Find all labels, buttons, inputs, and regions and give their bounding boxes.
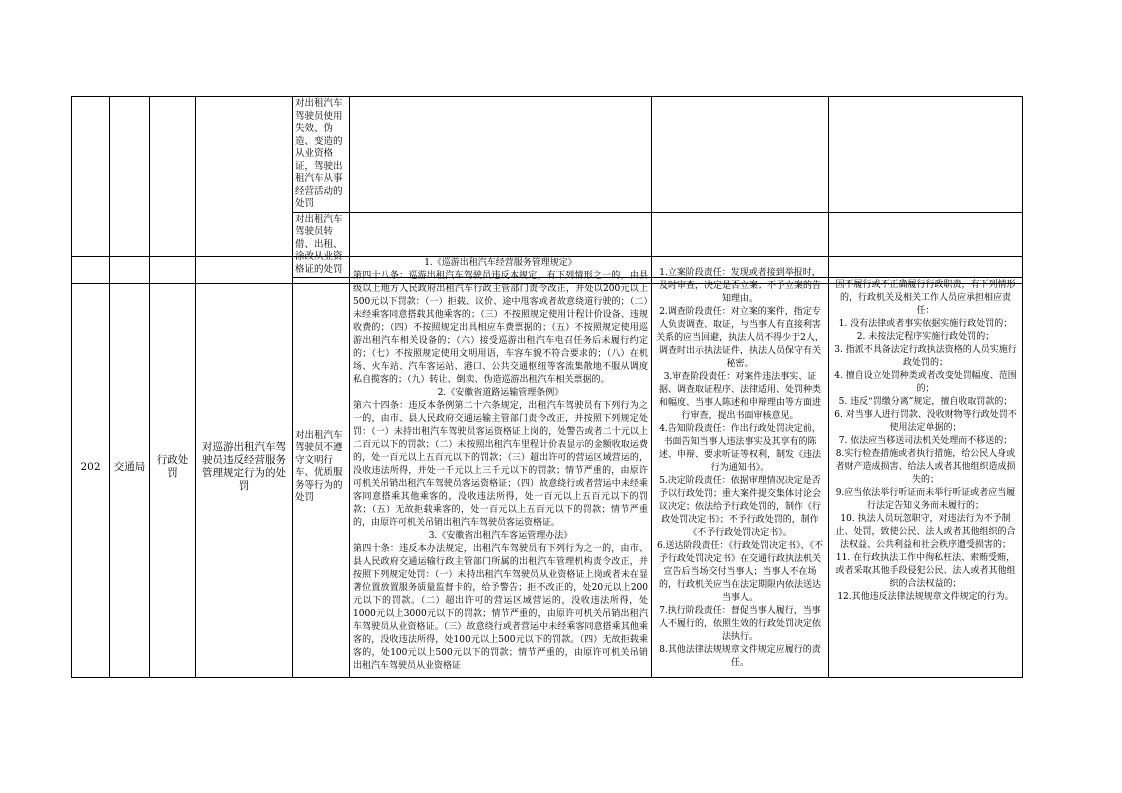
list-item: 5. 违反“罚缴分离”规定，擅自收取罚款的；: [838, 397, 1013, 407]
sub-item-cell: 对出租汽车驾驶员转借、出租、涂改从业资格证的处罚: [293, 212, 350, 278]
accountability-cell: [829, 97, 1023, 213]
sub-item-cell: 对出租汽车驾驶员不遵守文明行车、优质服务等行为的处罚: [293, 257, 350, 678]
accountability-cell: [829, 257, 1023, 678]
basis-cell: [350, 97, 652, 213]
power-list-table-main: [71, 256, 1023, 678]
number-cell: 202: [72, 257, 110, 678]
list-item: 7. 依法应当移送司法机关处理而不移送的；: [838, 436, 1013, 446]
category-cell: 行政处罚: [150, 257, 196, 678]
list-item: 8.实行检查措施或者执行措施，给公民人身或者财产造成损害、给法人或者其他组织造成损失的；: [835, 449, 1016, 485]
list-item: 8.其他法律法规规章文件规定应履行的责任。: [659, 645, 821, 668]
list-item: 6.送达阶段责任：《行政处罚决定书》、《不予行政处罚决定书》在交通行政执法机关宣告后当场交付当事人；当事人不在场的，行政机关应当在法定期限内依法送达当事人。: [656, 541, 824, 603]
list-item: 3. 指派不具备法定行政执法资格的人员实施行政处罚的；: [834, 345, 1017, 368]
list-item: 因不履行或不正确履行行政职责，有下列情形的，行政机关及相关工作人员应承担相应责任：: [835, 280, 1016, 316]
responsibility-cell: [652, 257, 829, 678]
list-item: 6. 对当事人进行罚款、没收财物等行政处罚不使用法定单据的；: [834, 410, 1017, 433]
table-row: [72, 257, 1023, 678]
list-item: 7.执行阶段责任：督促当事人履行，当事人不履行的，依照生效的行政处罚决定依法执行。: [658, 606, 821, 642]
basis-paragraph: 第六十四条：违反本条例第二十六条规定，出租汽车驾驶员有下列行为之一的，由市、县人民政府交通运输主管部门责令改正，并按照下列规定处罚：（一）未持出租汽车驾驶员客运资格证上岗的，处警告或者二十元以上二百元以下的罚款；（二）未按照出租汽车里程计价表显示的金额收取运费的，处一百元以上五百元以下的罚款；（三）超出许可的营运区域营运的，没收违法所得，并处一千元以上三千元以下的罚款；情节严重的，由原许可机关吊销出租汽车驾驶员客运资格证；（四）故意绕行或者营运中未经乘客同意搭乘其他乘客的，没收违法所得，处一百元以上五百元以下的罚款；（五）无故拒载乘客的，处一百元以上五百元以下的罚款；情节严重的，由原许可机关吊销出租汽车驾驶员客运资格证。: [353, 401, 648, 528]
list-item: 4.告知阶段责任：作出行政处罚决定前，书面告知当事人违法事实及其享有的陈述、申辩、要求听证等权利，制发《违法行为通知书》。: [658, 424, 821, 473]
table-row: [72, 97, 1023, 213]
list-item: 2.调查阶段责任：对立案的案件，指定专人负责调查、取证，与当事人有直接利害关系的应当回避，执法人员不得少于2人，调查时出示执法证件，执法人员保守有关秘密。: [656, 307, 824, 369]
responsibility-cell: [652, 97, 829, 213]
department-cell: 交通局: [110, 257, 150, 678]
list-item: 5.决定阶段责任：依据审理情况决定是否予以行政处罚；重大案件提交集体讨论会议决定；依法给予行政处罚的，制作《行政处罚决定书》；不予行政处罚的，制作《不予行政处罚决定书》。: [658, 476, 821, 538]
list-item: 9.应当依法举行听证而未举行听证或者应当履行法定告知义务而未履行的；: [835, 488, 1016, 511]
list-item: 3.审查阶段责任：对案件违法事实、证据、调查取证程序、法律适用、处罚种类和幅度、当事人陈述和申辩理由等方面进行审查，提出书面审核意见。: [658, 372, 821, 421]
list-item: 11. 在行政执法工作中徇私枉法、索贿受贿，或者采取其他手段侵犯公民、法人或者其他组织的合法权益的；: [835, 553, 1016, 589]
list-item: 12.其他违反法律法规规章文件规定的行为。: [837, 592, 1014, 602]
item-name-cell: 对巡游出租汽车驾驶员违反经营服务管理规定行为的处罚: [196, 257, 293, 678]
list-item: 4. 擅自设立处罚种类或者改变处罚幅度、范围的；: [834, 371, 1017, 394]
list-item: 10. 执法人员玩忽职守，对违法行为不予制止、处罚，致使公民、法人或者其他组织的合法权益、公共利益和社会秩序遭受损害的；: [835, 514, 1016, 550]
basis-paragraph: 第四十八条：巡游出租汽车驾驶员违反本规定，有下列情形之一的，由县级以上地方人民政府出租汽车行政主管部门责令改正，并处以200元以上500元以下罚款：（一）拒载、议价、途中甩客或者故意绕道行驶的；（二）未经乘客同意搭载其他乘客的；（三）不按照规定使用计程计价设备、违规收费的；（四）不按照规定出具相应车费票据的；（五）不按照规定使用巡游出租汽车相关设备的；（六）接受巡游出租汽车电召任务后未履行约定的；（七）不按照规定使用文明用语，车容车貌不符合要求的；（八）在机场、火车站、汽车客运站、港口、公共交通枢纽等客流集散地不服从调度私自揽客的；（九）转让、倒卖、伪造巡游出租汽车相关票据的。: [353, 271, 648, 385]
list-item: 1.立案阶段责任：发现或者接到举报时，及时审查，决定是否立案；不予立案的告知理由。: [658, 268, 821, 304]
basis-cell: [350, 257, 652, 678]
list-item: 2. 未按法定程序实施行政处罚的；: [856, 332, 995, 342]
basis-heading: 1.《巡游出租汽车经营服务管理规定》: [424, 258, 577, 268]
list-item: 1. 没有法律或者事实依据实施行政处罚的；: [838, 319, 1013, 329]
basis-heading: 3.《安徽省出租汽车客运管理办法》: [428, 531, 573, 541]
basis-paragraph: 第四十条：违反本办法规定，出租汽车驾驶员有下列行为之一的，由市、县人民政府交通运输行政主管部门所属的出租汽车管理机构责令改正，并按照下列规定处罚：（一）未持出租汽车驾驶员从业资格证上岗或者未在显著位置放置服务质量监督卡的，给予警告；拒不改正的，处20元以上200元以下的罚款。（二）超出许可的营运区域营运的，没收违法所得，处1000元以上3000元以下的罚款；情节严重的，由原许可机关吊销出租汽车驾驶员从业资格证。（三）故意绕行或者营运中未经乘客同意搭乘其他乘客的，没收违法所得，处100元以上500元以下的罚款。（四）无故拒载乘客的，处100元以上500元以下的罚款；情节严重的，由原许可机关吊销出租汽车驾驶员从业资格证: [353, 544, 648, 671]
basis-heading: 2.《安徽省道路运输管理条例》: [437, 388, 564, 398]
sub-item-cell: 对出租汽车驾驶员使用失效、伪造、变造的从业资格证，驾驶出租汽车从事经营活动的处罚: [293, 97, 350, 213]
